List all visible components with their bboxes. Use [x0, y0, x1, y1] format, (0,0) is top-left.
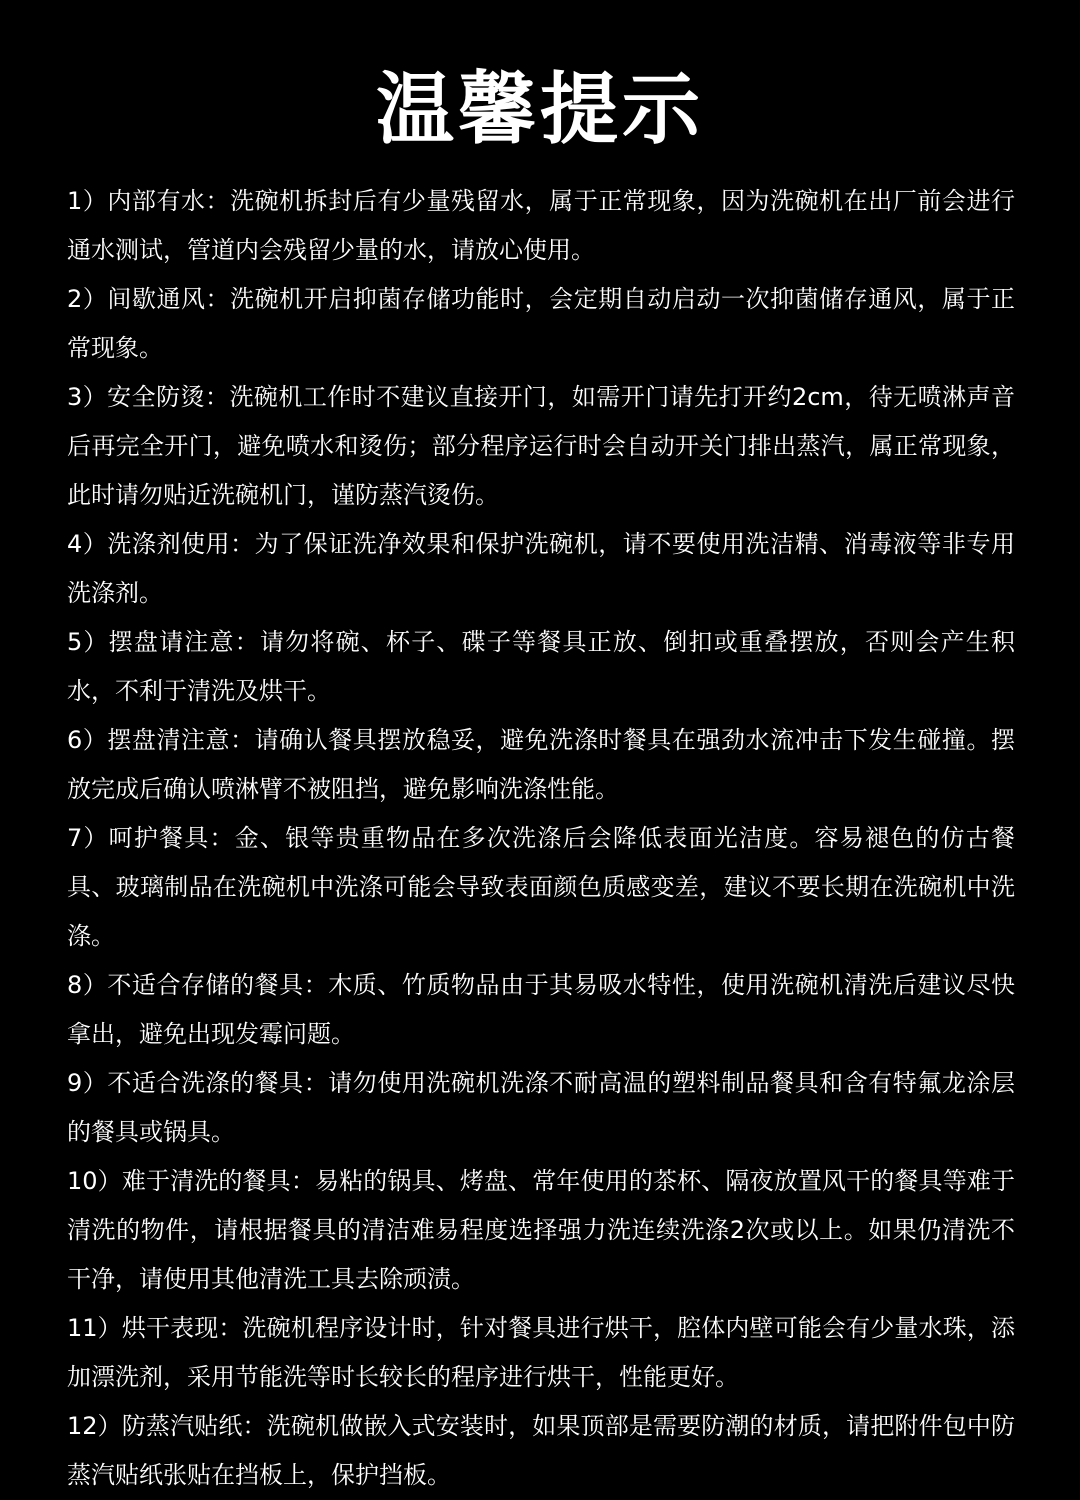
- tip-item-4: 4）洗涤剂使用：为了保证洗净效果和保护洗碗机，请不要使用洗洁精、消毒液等非专用洗涤剂。: [67, 530, 1015, 607]
- page-title: 温馨提示: [375, 65, 704, 155]
- tip-item-3: 3）安全防烫：洗碗机工作时不建议直接开门，如需开门请先打开约2cm，待无喷淋声音后再完全开门，避免喷水和烫伤；部分程序运行时会自动开关门排出蒸汽，属正常现象，此时请勿贴近洗碗机门，谨防蒸汽烫伤。: [67, 383, 1015, 509]
- tip-item-10: 10）难于清洗的餐具：易粘的锅具、烤盘、常年使用的茶杯、隔夜放置风干的餐具等难于清洗的物件，请根据餐具的清洁难易程度选择强力洗连续洗涤2次或以上。如果仍清洗不干净，请使用其他清洗工具去除顽渍。: [67, 1167, 1015, 1293]
- tip-item-9: 9）不适合洗涤的餐具：请勿使用洗碗机洗涤不耐高温的塑料制品餐具和含有特氟龙涂层的餐具或锅具。: [67, 1069, 1015, 1146]
- tip-item-1: 1）内部有水：洗碗机拆封后有少量残留水，属于正常现象，因为洗碗机在出厂前会进行通水测试，管道内会残留少量的水，请放心使用。: [67, 187, 1015, 264]
- tip-item-11: 11）烘干表现：洗碗机程序设计时，针对餐具进行烘干，腔体内壁可能会有少量水珠，添加漂洗剂，采用节能洗等时长较长的程序进行烘干，性能更好。: [67, 1314, 1015, 1391]
- tip-item-8: 8）不适合存储的餐具：木质、竹质物品由于其易吸水特性，使用洗碗机清洗后建议尽快拿出，避免出现发霉问题。: [67, 971, 1015, 1048]
- tips-list: [67, 177, 1015, 1500]
- tip-item-2: 2）间歇通风：洗碗机开启抑菌存储功能时，会定期自动启动一次抑菌储存通风，属于正常现象。: [67, 285, 1015, 362]
- tip-item-7: 7）呵护餐具：金、银等贵重物品在多次洗涤后会降低表面光洁度。容易褪色的仿古餐具、玻璃制品在洗碗机中洗涤可能会导致表面颜色质感变差，建议不要长期在洗碗机中洗涤。: [67, 824, 1015, 950]
- tip-item-6: 6）摆盘清注意：请确认餐具摆放稳妥，避免洗涤时餐具在强劲水流冲击下发生碰撞。摆放完成后确认喷淋臂不被阻挡，避免影响洗涤性能。: [67, 726, 1015, 803]
- tip-item-12: 12）防蒸汽贴纸：洗碗机做嵌入式安装时，如果顶部是需要防潮的材质，请把附件包中防蒸汽贴纸张贴在挡板上，保护挡板。: [67, 1412, 1015, 1489]
- tip-item-5: 5）摆盘请注意：请勿将碗、杯子、碟子等餐具正放、倒扣或重叠摆放，否则会产生积水，不利于清洗及烘干。: [67, 628, 1015, 705]
